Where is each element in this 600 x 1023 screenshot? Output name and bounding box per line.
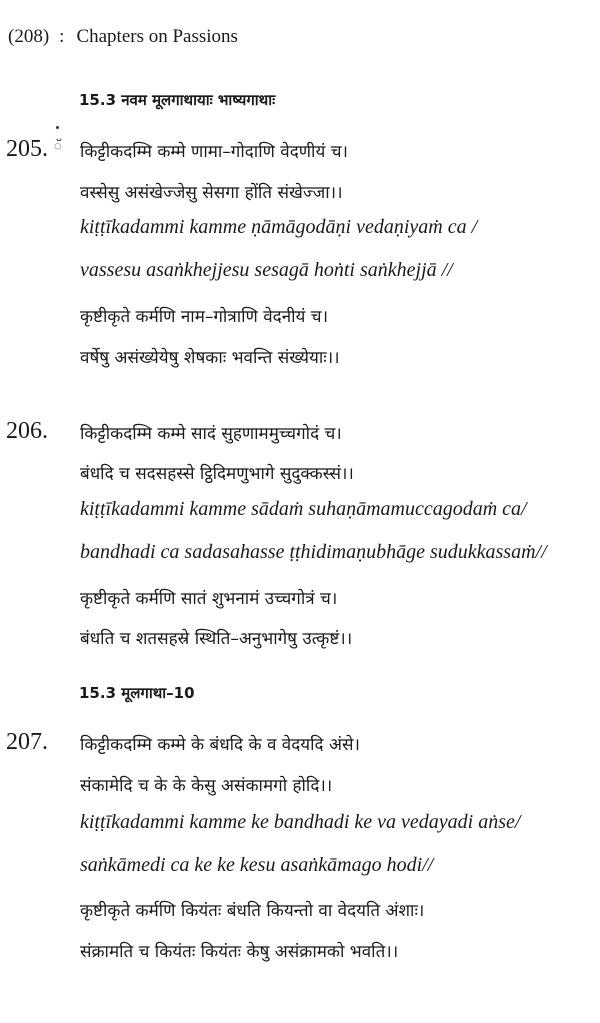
verse-line-transliteration: kiṭṭīkadammi kamme ṇāmāgodāṇi vedaṇiyaṁ ca /: [80, 216, 478, 238]
verse-number: 206.: [6, 418, 48, 444]
verse-line-sanskrit: कृष्टीकृते कर्मणि नाम–गोत्राणि वेदनीयं च।: [80, 307, 329, 327]
page-number: (208): [8, 26, 50, 47]
verse-line-sanskrit: कृष्टीकृते कर्मणि कियंतः बंधति कियन्तो वा वेदयति अंशाः।: [80, 901, 425, 921]
verse-line-prakrit: किट्टीकदम्मि कम्मे के बंधदि के व वेदयदि अंसे।: [80, 735, 360, 755]
verse-line-prakrit: संकामेदि च के के केसु असंकामगो होदि।।: [80, 776, 333, 796]
header-separator: :: [59, 26, 65, 47]
verse-line-prakrit: बंधदि च सदसहस्से ट्ठिदिमणुभागे सुदुक्कस्सं।।: [80, 464, 354, 484]
verse-number: 205. ॅ: [6, 136, 62, 162]
verse-line-sanskrit: कृष्टीकृते कर्मणि सातं शुभनामं उच्चगोत्रं च।: [80, 589, 338, 609]
verse-line-prakrit: किट्टीकदम्मि कम्मे सादं सुहणाममुच्चगोदं च।: [80, 424, 342, 444]
margin-dot: [56, 126, 59, 129]
verse-line-sanskrit: वर्षेषु असंख्येयेषु शेषकाः भवन्ति संख्येयाः।।: [80, 348, 340, 368]
verse-line-prakrit: किट्टीकदम्मि कम्मे णामा–गोदाणि वेदणीयं च।: [80, 142, 348, 162]
verse-line-transliteration: bandhadi ca sadasahasse ṭṭhidimaṇubhāge sudukkassaṁ//: [80, 541, 547, 563]
running-header: [8, 26, 238, 48]
section-heading-bhashya-gatha: 15.3 नवम मूलगाथायाः भाष्यगाथाः: [79, 91, 276, 109]
margin-mark: ॅ: [54, 138, 62, 153]
verse-line-transliteration: vassesu asaṅkhejjesu sesagā hoṅti saṅkhejjā //: [80, 259, 453, 281]
verse-line-sanskrit: बंधति च शतसहस्रे स्थिति–अनुभागेषु उत्कृष्टं।।: [80, 629, 353, 649]
verse-line-transliteration: kiṭṭīkadammi kamme sādaṁ suhaṇāmamuccagodaṁ ca/: [80, 498, 527, 520]
verse-line-transliteration: saṅkāmedi ca ke ke kesu asaṅkāmago hodi//: [80, 854, 434, 876]
verse-line-sanskrit: संक्रामति च कियंतः कियंतः केषु असंक्रामको भवति।।: [80, 942, 399, 962]
verse-number: 207.: [6, 729, 48, 755]
book-title: Chapters on Passions: [76, 26, 238, 47]
verse-line-prakrit: वस्सेसु असंखेज्जेसु सेसगा होंति संखेज्जा।।: [80, 183, 343, 203]
section-heading-mula-gatha: 15.3 मूलगाथा–10: [79, 684, 195, 702]
verse-line-transliteration: kiṭṭīkadammi kamme ke bandhadi ke va vedayadi aṅse/: [80, 811, 521, 833]
